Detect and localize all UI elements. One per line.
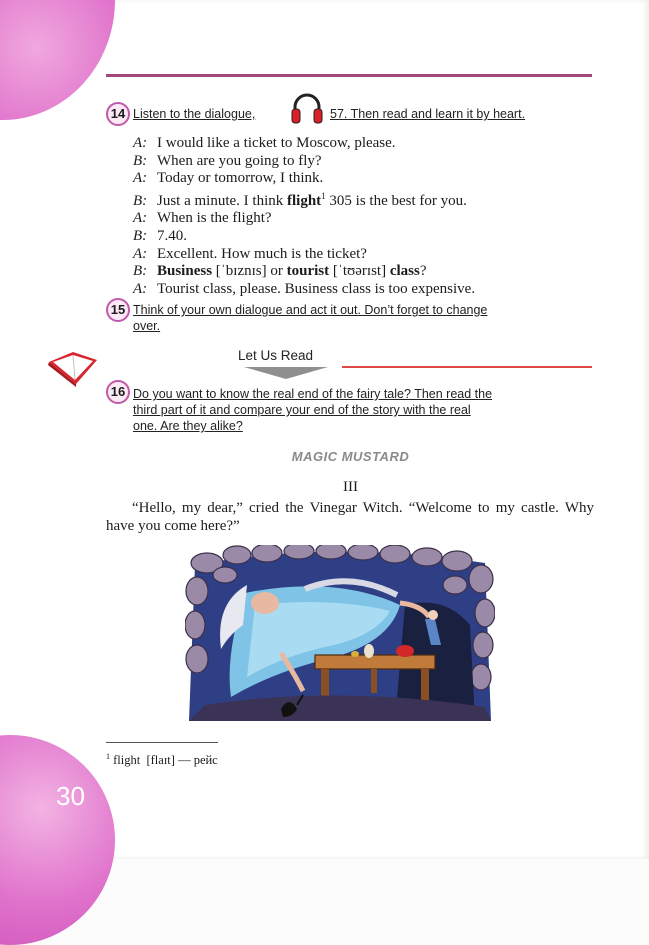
dialogue-line <box>133 210 595 228</box>
task-14-text-after: 57. Then read and learn it by heart. <box>330 107 526 121</box>
task-14-text-before: Listen to the dialogue, <box>133 107 256 121</box>
task-16-line-3: one. Are they alike? <box>133 419 243 433</box>
dialogue-line <box>133 188 595 211</box>
section-title: Let Us Read <box>238 348 314 363</box>
line-text: Just a minute. I think <box>157 192 284 209</box>
speaker-label: A: <box>133 245 148 262</box>
story-title: MAGIC MUSTARD <box>291 449 410 464</box>
witch-castle-illustration <box>185 545 495 725</box>
section-rule <box>342 366 592 368</box>
header-rule <box>106 74 592 77</box>
task-15-line-1: Think of your own dialogue and act it out. Don’t forget to change <box>133 303 488 317</box>
speaker-label: A: <box>133 280 148 297</box>
speaker-label: A: <box>133 135 148 151</box>
speaker-label: A: <box>133 210 148 227</box>
chapter-number: III <box>343 479 358 495</box>
line-text: Excellent. How much is the ticket? <box>157 245 367 262</box>
task-number-16: 16 <box>106 380 130 404</box>
dialogue-line <box>133 263 595 281</box>
decorative-corner-top <box>0 0 115 120</box>
dialogue-line <box>133 246 595 264</box>
task-number-15: 15 <box>106 298 130 322</box>
task-number-14: 14 <box>106 102 130 126</box>
footnote-rule <box>106 742 218 743</box>
line-text: Today or tomorrow, I think. <box>157 170 324 187</box>
dialogue-line <box>133 135 595 153</box>
speaker-label: B: <box>133 227 148 244</box>
bold-word-class: class <box>389 263 420 280</box>
dialogue-line <box>133 170 595 188</box>
footnote-word: flight <box>113 753 141 768</box>
line-text: I would like a ticket to Moscow, please. <box>157 135 396 151</box>
section-arrow-icon <box>244 367 328 379</box>
dialogue-line <box>133 281 595 299</box>
footnote-transcription: [flaɪt] <box>146 753 175 768</box>
bold-word-tourist: tourist <box>286 263 330 280</box>
dialogue-line <box>133 153 595 171</box>
line-text: or <box>270 263 283 280</box>
footnote-number: 1 <box>106 752 110 761</box>
footnote-mark[interactable]: 1 <box>321 190 326 201</box>
line-text: When are you going to fly? <box>157 152 322 169</box>
speaker-label: B: <box>133 192 148 209</box>
task-16-line-2: third part of it and compare your end of the story with the real <box>133 403 471 417</box>
footnote <box>106 752 218 768</box>
transcription: [ˈbɪznɪs] <box>215 263 267 280</box>
question-mark: ? <box>419 263 427 280</box>
line-text: 7.40. <box>157 227 187 244</box>
bold-word-business: Business <box>157 263 213 280</box>
dialogue <box>133 135 595 298</box>
task-16-line-1: Do you want to know the real end of the fairy tale? Then read the <box>133 387 493 401</box>
story-paragraph: “Hello, my dear,” cried the Vinegar Witch. “Welcome to my castle. Why have you come here?” <box>106 500 594 534</box>
speaker-label: B: <box>133 263 148 280</box>
transcription: [ˈtʊərɪst] <box>332 263 387 280</box>
speaker-label: B: <box>133 152 148 169</box>
page-number: 30 <box>56 781 85 811</box>
bold-word-flight: flight <box>287 192 322 209</box>
footnote-translation: — рейс <box>178 753 218 768</box>
open-book-icon <box>46 348 100 388</box>
decorative-corner-bottom <box>0 735 115 945</box>
line-text: Tourist class, please. Business class is too expensive. <box>157 280 476 297</box>
dialogue-line <box>133 228 595 246</box>
line-text: When is the flight? <box>157 210 272 227</box>
speaker-label: A: <box>133 170 148 187</box>
headphones-icon[interactable] <box>289 90 325 126</box>
line-text: 305 is the best for you. <box>329 192 467 209</box>
task-15-line-2: over. <box>133 319 161 333</box>
